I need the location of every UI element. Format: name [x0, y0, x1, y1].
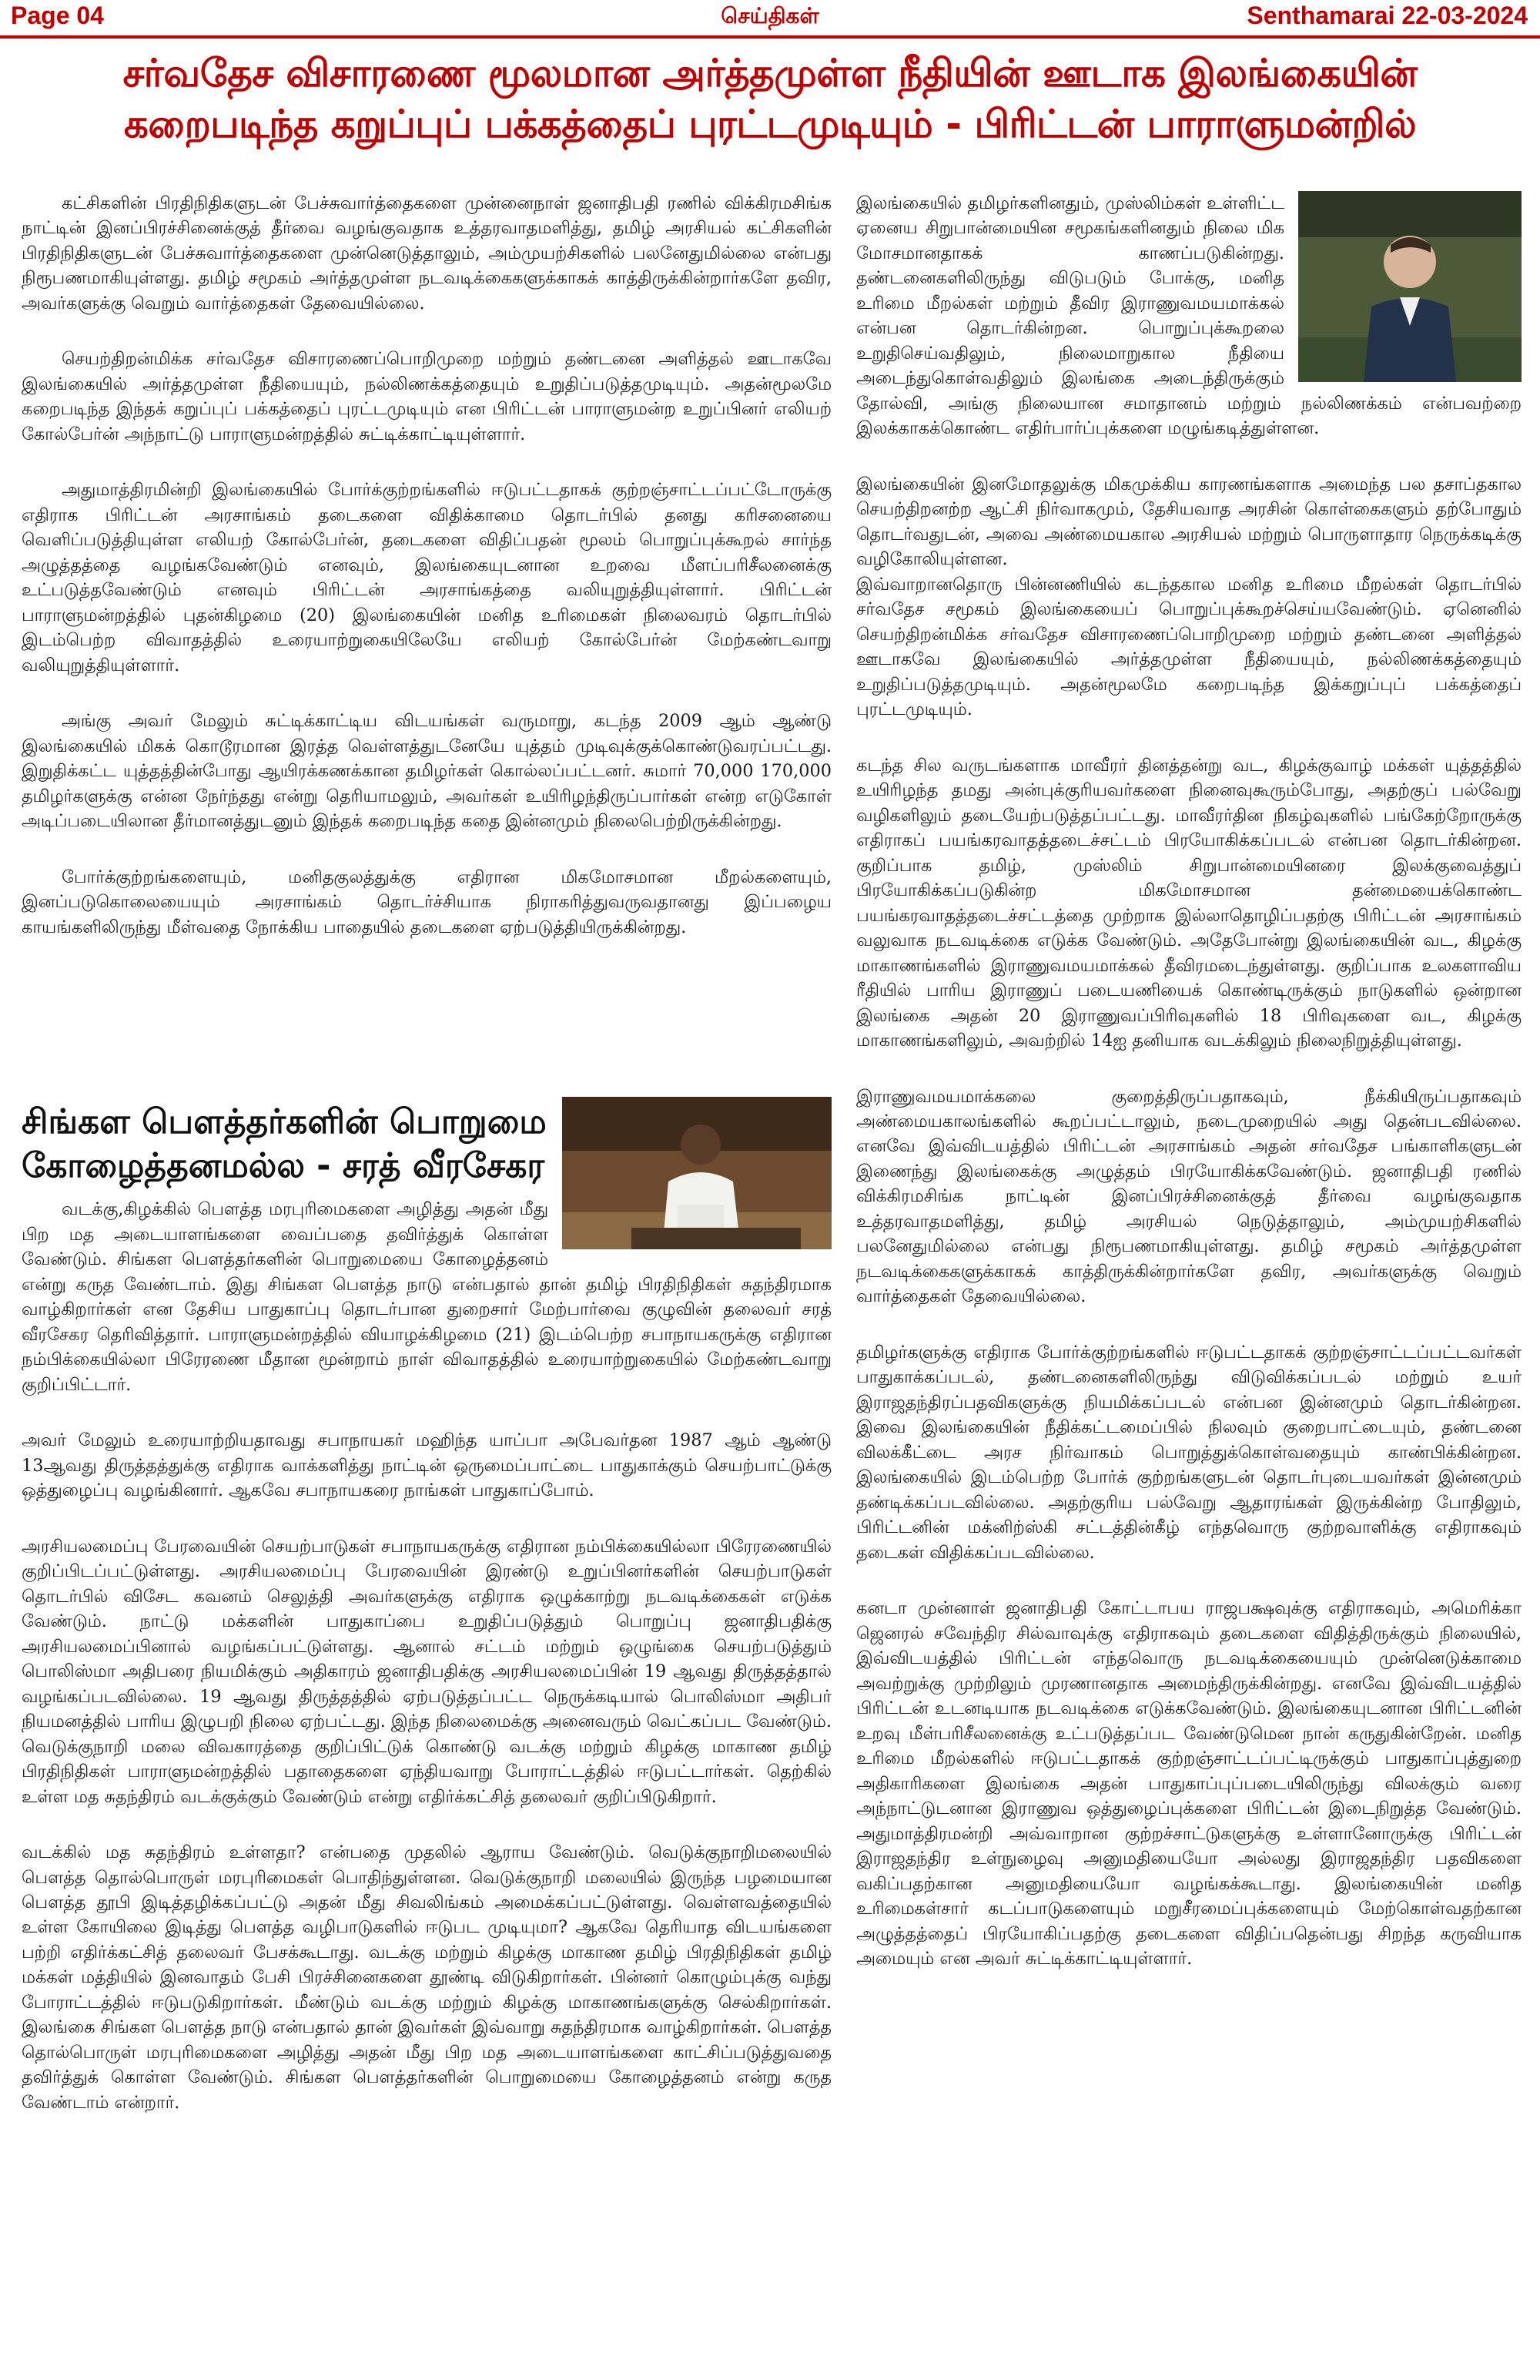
speaker-photo [562, 1097, 832, 1249]
article-paragraph: கட்சிகளின் பிரதிநிதிகளுடன் பேச்சுவார்த்தைகளை முன்னைநாள் ஜனாதிபதி ரணில் விக்கிரமசிங்க நாட்டின் இனப்பிரச்சினைக்குத் தீர்வை வழங்குவதாக உத்தரவாதமளித்து, தமிழ் அரசியல் கட்சிகளின் பிரதிநிதிகளுடன் பேச்சுவார்த்தைகளை முன்னெடுத்தாலும், அம்முயற்சிகளில் பலனேதுமில்லை என்பது நிரூபணமாகியுள்ளது. தமிழ் சமூகம் அர்த்தமுள்ள நடவடிக்கைகளுக்காகக் காத்திருக்கின்றார்களே தவிர, அவர்களுக்கு வெறும் வார்த்தைகள் தேவையில்லை. [22, 193, 832, 313]
article-paragraph: வடக்கில் மத சுதந்திரம் உள்ளதா? என்பதை முதலில் ஆராய வேண்டும். வெடுக்குநாறிமலையில் பௌத்த தொல்பொருள் மரபுரிமைகள் பொதிந்துள்ளன. வெடுக்குநாறி மலையில் இருந்த பழமையான பௌத்த தூபி இடித்தழிக்கப்பட்டு அதன் மீது சிவலிங்கம் அமைக்கப்பட்டுள்ளது. வெள்ளவத்தையில் உள்ள கோயிலை இடித்து பௌத்த வழிபாடுகளில் ஈடுபட முடியுமா? ஆகவே தெரியாத விடயங்களை பற்றி எதிர்க்கட்சித் தலைவர் பேசக்கூடாது. வடக்கு மற்றும் கிழக்கு மாகாண தமிழ் பிரதிநிதிகள் தமிழ் மக்கள் மத்தியில் இனவாதம் பேசி பிரச்சினைகளை தூண்டி விடுகிறார்கள். பின்னர் கொழும்புக்கு வந்து போராட்டத்தில் ஈடுபடுகிறார்கள். மீண்டும் வடக்கு மற்றும் கிழக்கு மாகாணங்களுக்கு செல்கிறார்கள். இலங்கை சிங்கள பௌத்த நாடு என்பதால் தான் இவர்கள் இவ்வாறு சுதந்திரமாக வாழ்கிறார்கள். பௌத்த தொல்பொருள் மரபுரிமைகளை அழித்து அதன் மீது பிற மத அடையாளங்களை காட்சிப்படுத்துவதை தவிர்த்துக் கொள்ள வேண்டும். சிங்கள பௌத்தர்களின் பொறுமையை கோழைத்தனம் என்று கருத வேண்டாம் என்றார். [22, 1842, 832, 2113]
masthead [0, 0, 1540, 39]
article-paragraph: அவர் மேலும் உரையாற்றியதாவது சபாநாயகர் மஹிந்த யாப்பா அபேவர்தன 1987 ஆம் ஆண்டு 13ஆவது திருத்தத்துக்கு எதிராக வாக்களித்து நாட்டின் ஒருமைப்பாட்டை பாதுகாக்கும் செயற்பாட்டுக்கு ஒத்துழைப்பு வழங்கினார். ஆகவே சபாநாயகரை நாங்கள் பாதுகாப்போம். [22, 1430, 832, 1501]
left-column-bottom [22, 1097, 832, 2360]
headline-line-1: சர்வதேச விசாரணை மூலமான அர்த்தமுள்ள நீதியின் ஊடாக இலங்கையின் [122, 51, 1418, 96]
left-column-top [22, 191, 832, 1089]
article-paragraph: இவ்வாறானதொரு பின்னணியில் கடந்தகால மனித உரிமை மீறல்கள் தொடர்பில் சர்வதேச சமூகம் இலங்கையைப் பொறுப்புக்கூறச்செய்யவேண்டும். ஏனெனில் செயற்திறன்மிக்க சர்வதேச விசாரணைப்பொறிமுறை மற்றும் தண்டனை அளித்தல் ஊடாகவே இலங்கையில் அர்த்தமுள்ள நீதியையும், நல்லிணக்கத்தையும் உறுதிப்படுத்தமுடியும். அதன்மூலமே கறைபடிந்த இக்கறுப்புப் பக்கத்தைப் புரட்டமுடியும். [856, 574, 1522, 720]
article-paragraph: இராணுவமயமாக்கலை குறைத்திருப்பதாகவும், நீக்கியிருப்பதாகவும் அண்மையகாலங்களில் கூறப்பட்டாலும், நடைமுறையில் அது தென்படவில்லை. எனவே இவ்விடயத்தில் பிரிட்டன் அரசாங்கம் அதன் சர்வதேச பங்காளிகளுடன் இணைந்து இலங்கைக்கு அழுத்தம் பிரயோகிக்கவேண்டும். ஜனாதிபதி ரணில் விக்கிரமசிங்க நாட்டின் இனப்பிரச்சினைக்குத் தீர்வை வழங்குவதாக உத்தரவாதமளித்து, தமிழ் அரசியல் நெடுத்தாலும், அம்முயற்சிகளில் பலனேதுமில்லை என்பது நிரூபணமாகியுள்ளது. தமிழ் சமூகம் அர்த்தமுள்ள நடவடிக்கைகளுக்காகக் காத்திருக்கின்றார்களே தவிர, அவர்களுக்கு வெறும் வார்த்தைகள் தேவையில்லை. [856, 1086, 1522, 1307]
article2-headline: சிங்கள பௌத்தர்களின் பொறுமை கோழைத்தனமல்ல - சரத் வீரசேகர [22, 1102, 547, 1186]
article-paragraph: அரசியலமைப்பு பேரவையின் செயற்பாடுகள் சபாநாயகருக்கு எதிரான நம்பிக்கையில்லா பிரேரணையில் குறிப்பிடப்பட்டுள்ளது. அரசியலமைப்பு பேரவையின் இரண்டு உறுப்பினர்களின் செயற்பாடுகள் தொடர்பில் விசேட கவனம் செலுத்தி அவர்களுக்கு எதிராக ஒழுக்காற்று நடவடிக்கைகள் எடுக்க வேண்டும். நாட்டு மக்களின் பாதுகாப்பை உறுதிப்படுத்தும் பொறுப்பு ஜனாதிபதிக்கு அரசியலமைப்பினால் வழங்கப்பட்டுள்ளது. ஆனால் சட்டம் மற்றும் ஒழுங்கை செயற்படுத்தும் பொலிஸ்மா அதிபரை நியமிக்கும் அதிகாரம் ஜனாதிபதிக்கு அரசியலமைப்பின் 19 ஆவது திருத்தத்தால் வழங்கப்படவில்லை. 19 ஆவது திருத்தத்தில் ஏற்படுத்தப்பட்ட நெருக்கடியால் பொலிஸ்மா அதிபர் நியமனத்தில் பாரிய இழுபறி நிலை ஏற்பட்டது. இந்த நிலைமைக்கு அனைவரும் வெட்கப்பட வேண்டும். வெடுக்குநாறி மலை விவகாரத்தை குறிப்பிட்டுக் கொண்டு வடக்கு மற்றும் கிழக்கு மாகாண தமிழ் பிரதிநிதிகள் பாராளுமன்றத்தில் பதாதைகளை ஏந்தியவாறு போராட்டத்தில் ஈடுபட்டார்கள். தெற்கில் உள்ள மத சுதந்திரம் வடக்குக்கும் வேண்டும் என்று எதிர்க்கட்சித் தலைவர் குறிப்பிடுகிறார். [22, 1536, 832, 1807]
right-column [856, 191, 1522, 2360]
article-paragraph: வடக்கு,கிழக்கில் பௌத்த மரபுரிமைகளை அழித்து அதன் மீது பிற மத அடையாளங்களை வைப்பதை தவிர்த்துக் கொள்ள வேண்டும். சிங்கள பௌத்தர்களின் பொறுமையை கோழைத்தனம் என்று கருத வேண்டாம். இது சிங்கள பௌத்த நாடு என்பதால் தான் தமிழ் பிரதிநிதிகள் சுதந்திரமாக வாழ்கிறார்கள் என தேசிய பாதுகாப்பு தொடர்பான துறைசார் மேற்பார்வை குழுவின் தலைவர் சரத் வீரசேகர தெரிவித்தார். பாராளுமன்றத்தில் வியாழக்கிழமை (21) இடம்பெற்ற சபாநாயகருக்கு எதிரான நம்பிக்கையில்லா பிரேரணை மீதான மூன்றாம் நாள் விவாதத்தில் உரையாற்றுகையில் மேற்கண்டவாறு குறிப்பிட்டார். [22, 1199, 832, 1395]
article-paragraph: கனடா முன்னாள் ஜனாதிபதி கோட்டாபய ராஜபக்ஷவுக்கு எதிராகவும், அமெரிக்கா ஜெனரல் சவேந்திர சில்வாவுக்கு எதிராகவும் தடைகளை விதித்திருக்கும் நிலையில், இவ்விடயத்தில் பிரிட்டன் எந்தவொரு நடவடிக்கையையும் முன்னெடுக்காமை அவற்றுக்கு முற்றிலும் முரணானதாக அமைந்திருக்கின்றது. எனவே இவ்விடயத்தில் பிரிட்டன் உடனடியாக நடவடிக்கை எடுக்கவேண்டும். இலங்கையுடனான பிரிட்டனின் உறவு மீள்பரிசீலனைக்கு உட்படுத்தப்பட வேண்டுமென நான் கருதுகின்றேன். மனித உரிமை மீறல்களில் ஈடுபட்டதாகக் குற்றஞ்சாட்டப்பட்டிருக்கும் பாதுகாப்புத்துறை அதிகாரிகளை இலங்கை அதன் பாதுகாப்புப்படையிலிருந்து விலக்கும் வரை அந்நாட்டுடனான இராணுவ ஒத்துழைப்புக்களை பிரிட்டன் இடைநிறுத்த வேண்டும். அதுமாத்திரமன்றி அவ்வாறான குற்றச்சாட்டுகளுக்கு உள்ளானோருக்கு பிரிட்டன் இராஜதந்திர உள்நுழைவு அனுமதியையோ அல்லது இராஜதந்திர பதவிகளை வகிப்பதற்கான அனுமதியையோ வழங்கக்கூடாது. இலங்கையின் மனித உரிமைகள்சார் கடப்பாடுகளையும் மறுசீரமைப்புக்களையும் மேற்கொள்வதற்கான அழுத்தத்தைப் பிரயோகிப்பதற்கு தடைகளை விதிப்பதென்பது சிறந்த கருவியாக அமையும் என அவர் சுட்டிக்காட்டியுள்ளார். [856, 1598, 1522, 1969]
article-paragraph: தமிழர்களுக்கு எதிராக போர்க்குற்றங்களில் ஈடுபட்டதாகக் குற்றஞ்சாட்டப்பட்டவர்கள் பாதுகாக்கப்படல், தண்டனைகளிலிருந்து விடுவிக்கப்படல் மற்றும் உயர் இராஜதந்திரப்பதவிகளுக்கு நியமிக்கப்படல் என்பன இன்னமும் தொடர்கின்றன. இவை இலங்கையின் நீதிக்கட்டமைப்பில் நிலவும் குறைபாட்டையும், தண்டனை விலக்கீட்டை அரச நிர்வாகம் பொறுத்துக்கொள்வதையும் காண்பிக்கின்றன. இலங்கையில் இடம்பெற்ற போர்க் குற்றங்களுடன் தொடர்புடையவர்கள் இன்னமும் தண்டிக்கப்படவில்லை. அதற்குரிய பல்வேறு ஆதாரங்கள் இருக்கின்ற போதிலும், பிரிட்டனின் மக்னிற்ஸ்கி சட்டத்தின்கீழ் எந்தவொரு குற்றவாளிக்கு எதிராகவும் தடைகள் விதிக்கப்படவில்லை. [856, 1342, 1522, 1563]
article-paragraph: அங்கு அவர் மேலும் சுட்டிக்காட்டிய விடயங்கள் வருமாறு, கடந்த 2009 ஆம் ஆண்டு இலங்கையில் மிகக் கொடூரமான இரத்த வெள்ளத்துடனேயே யுத்தம் முடிவுக்குக்கொண்டுவரப்பட்டது. இறுதிக்கட்ட யுத்தத்தின்போது ஆயிரக்கணக்கான தமிழர்கள் கொல்லப்பட்டனர். சுமார் 70,000 170,000 தமிழர்களுக்கு என்ன நேர்ந்தது என்று தெரியாமலும், அவர்கள் உயிரிழந்திருப்பார்கள் என்ற எடுகோள் அடிப்படையிலான தீர்மானத்துடனும் இந்தக் கறைபடிந்த கதை இன்னமும் நிலைபெற்றிருக்கின்றது. [22, 711, 832, 832]
mp-photo [1298, 191, 1522, 382]
article-paragraph: இலங்கையின் இனமோதலுக்கு மிகமுக்கிய காரணங்களாக அமைந்த பல தசாப்தகால செயற்திறனற்ற ஆட்சி நிர்வாகமும், தேசியவாத அரசின் கொள்கைகளும் தற்போதும் தொடர்வதுடன், அவை அண்மையகால அரசியல் மற்றும் பொருளாதார நெருக்கடிக்கு வழிகோலியுள்ளன. [856, 474, 1522, 570]
publication-date: Senthamarai 22-03-2024 [1247, 2, 1528, 29]
main-headline [15, 48, 1525, 149]
article-paragraph: அதுமாத்திரமின்றி இலங்கையில் போர்க்குற்றங்களில் ஈடுபட்டதாகக் குற்றஞ்சாட்டப்பட்டோருக்கு எதிராக பிரிட்டன் அரசாங்கம் தடைகளை விதிக்காமை தொடர்பில் தனது கரிசனையை வெளிப்படுத்தியுள்ள எலியற் கோல்பேர்ன், தடைகளை விதிப்பதன் மூலம் பொறுப்புக்கூறல் சார்ந்த அழுத்தத்தை வழங்கவேண்டும் எனவும், இலங்கையுடனான உறவை மீளப்பரிசீலனைக்கு உட்படுத்தவேண்டும் எனவும் பிரிட்டன் அரசாங்கத்தை வலியுறுத்தியுள்ளார். பிரிட்டன் பாராளுமன்றத்தில் புதன்கிழமை (20) இலங்கையின் மனித உரிமைகள் நிலைவரம் தொடர்பில் இடம்பெற்ற விவாதத்தில் உரையாற்றுகையிலேயே எலியற் கோல்பேர்ன் மேற்கண்டவாறு வலியுறுத்தியுள்ளார். [22, 480, 832, 675]
article-paragraph: இலங்கையில் தமிழர்களினதும், முஸ்லிம்கள் உள்ளிட்ட ஏனைய சிறுபான்மையின சமூகங்களினதும் நிலை மிக மோசமானதாகக் காணப்படுகின்றது. தண்டனைகளிலிருந்து விடுபடும் போக்கு, மனித உரிமை மீறல்கள் மற்றும் தீவிர இராணுவமயமாக்கல் என்பன தொடர்கின்றன. பொறுப்புக்கூறலை உறுதிசெய்வதிலும், நிலைமாறுகால நீதியை அடைந்துகொள்வதிலும் இலங்கை அடைந்திருக்கும் தோல்வி, அங்கு நிலையான சமாதானம் மற்றும் நல்லிணக்கம் என்பவற்றை இலக்காகக்கொண்ட எதிர்பார்ப்புக்களை மழுங்கடித்துள்ளன. [856, 193, 1522, 439]
article-paragraph: செயற்திறன்மிக்க சர்வதேச விசாரணைப்பொறிமுறை மற்றும் தண்டனை அளித்தல் ஊடாகவே இலங்கையில் அர்த்தமுள்ள நீதியையும், நல்லிணக்கத்தையும் உறுதிப்படுத்தமுடியும். அதன்மூலமே கறைபடிந்த இந்தக் கறுப்புப் பக்கத்தைப் புரட்டமுடியும் என பிரிட்டன் பாராளுமன்ற உறுப்பினர் எலியற் கோல்பேர்ன் அந்நாட்டு பாராளுமன்றத்தில் சுட்டிக்காட்டியுள்ளார். [22, 349, 832, 444]
article-paragraph: கடந்த சில வருடங்களாக மாவீரர் தினத்தன்று வட, கிழக்குவாழ் மக்கள் யுத்தத்தில் உயிரிழந்த தமது அன்புக்குரியவர்களை நினைவுகூரும்போது, அதற்குப் பல்வேறு வழிகளிலும் தடையேற்படுத்தப்பட்டது. மாவீரர்தின நிகழ்வுகளில் பங்கேற்றோருக்கு எதிராகப் பயங்கரவாதத்தடைச்சட்டம் பிரயோகிக்கப்படல் என்பன தொடர்கின்றன. குறிப்பாக தமிழ், முஸ்லிம் சிறுபான்மையினரை இலக்குவைத்துப் பிரயோகிக்கப்படுகின்ற மிகமோசமான தன்மையைக்கொண்ட பயங்கரவாதத்தடைச்சட்டத்தை முற்றாக இல்லாதொழிப்பதற்கு பிரிட்டன் அரசாங்கம் வலுவாக நடவடிக்கை எடுக்க வேண்டும். அதேபோன்று இலங்கையின் வட, கிழக்கு மாகாணங்களில் இராணுவமயமாக்கல் தீவிரமடைந்துள்ளது. குறிப்பாக உலகளாவிய ரீதியில் பாரிய இராணுப் படையணியைக் கொண்டிருக்கும் நாடுகளில் ஒன்றான இலங்கை அதன் 20 இராணுவப்பிரிவுகளில் 18 பிரிவுகளை வட, கிழக்கு மாகாணங்களிலும், அவற்றில் 14ஐ தனியாக வடக்கிலும் நிலைநிறுத்தியுள்ளது. [856, 755, 1522, 1051]
page-number: Page 04 [11, 2, 104, 29]
mp-speaking-image [1298, 191, 1522, 382]
parliament-speaker-image [562, 1097, 832, 1249]
headline-line-2: கறைபடிந்த கறுப்புப் பக்கத்தைப் புரட்டமுடியும் - பிரிட்டன் பாராளுமன்றில் [123, 102, 1417, 146]
section-label: செய்திகள் [721, 3, 819, 28]
article-paragraph: போர்க்குற்றங்களையும், மனிதகுலத்துக்கு எதிரான மிகமோசமான மீறல்களையும், இனப்படுகொலையையும் அரசாங்கம் தொடர்ச்சியாக நிராகரித்துவருவதானது இப்பழைய காயங்களிலிருந்து மீள்வதை நோக்கிய பாதையில் தடைகளை ஏற்படுத்தியிருக்கின்றது. [22, 867, 832, 937]
